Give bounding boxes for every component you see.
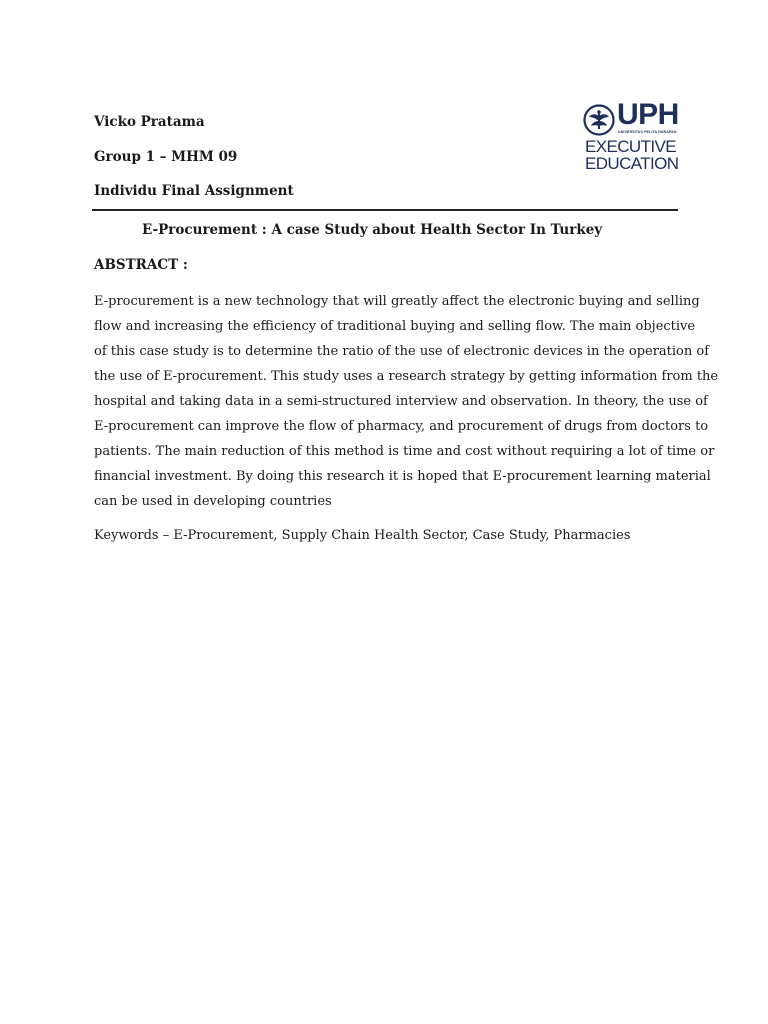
abstract-line: the use of E-procurement. This study uses a research strategy by getting information from the [94,369,719,384]
abstract-line: can be used in developing countries [94,494,332,509]
uph-executive-education-logo [583,98,693,175]
logo-education-text: EDUCATION [585,154,679,173]
abstract-line: financial investment. By doing this research it is hoped that E-procurement learning material [94,469,711,484]
phoenix-emblem-icon [583,104,615,136]
group-label: Group 1 – MHM 09 [94,149,238,165]
header-divider [92,209,678,211]
abstract-line: flow and increasing the efficiency of traditional buying and selling flow. The main objective [94,319,696,334]
abstract-line: E-procurement can improve the flow of pharmacy, and procurement of drugs from doctors to [94,419,709,434]
paper-title: E-Procurement : A case Study about Health Sector In Turkey [142,222,603,238]
logo-university-text: UNIVERSITAS PELITA HARAPAN [618,130,677,134]
abstract-body [94,289,719,514]
logo-brand-text: UPH [617,98,679,131]
keywords-line: Keywords – E-Procurement, Supply Chain Health Sector, Case Study, Pharmacies [94,528,631,543]
abstract-line: of this case study is to determine the ratio of the use of electronic devices in the operation of [94,344,710,359]
abstract-heading: ABSTRACT : [94,257,188,273]
author-name: Vicko Pratama [94,114,205,130]
logo-executive-text: EXECUTIVE [585,137,676,156]
abstract-line: hospital and taking data in a semi-structured interview and observation. In theory, the use of [94,394,708,409]
abstract-line: E-procurement is a new technology that will greatly affect the electronic buying and selling [94,294,700,309]
assignment-label: Individu Final Assignment [94,183,294,199]
abstract-line: patients. The main reduction of this method is time and cost without requiring a lot of time or [94,444,715,459]
